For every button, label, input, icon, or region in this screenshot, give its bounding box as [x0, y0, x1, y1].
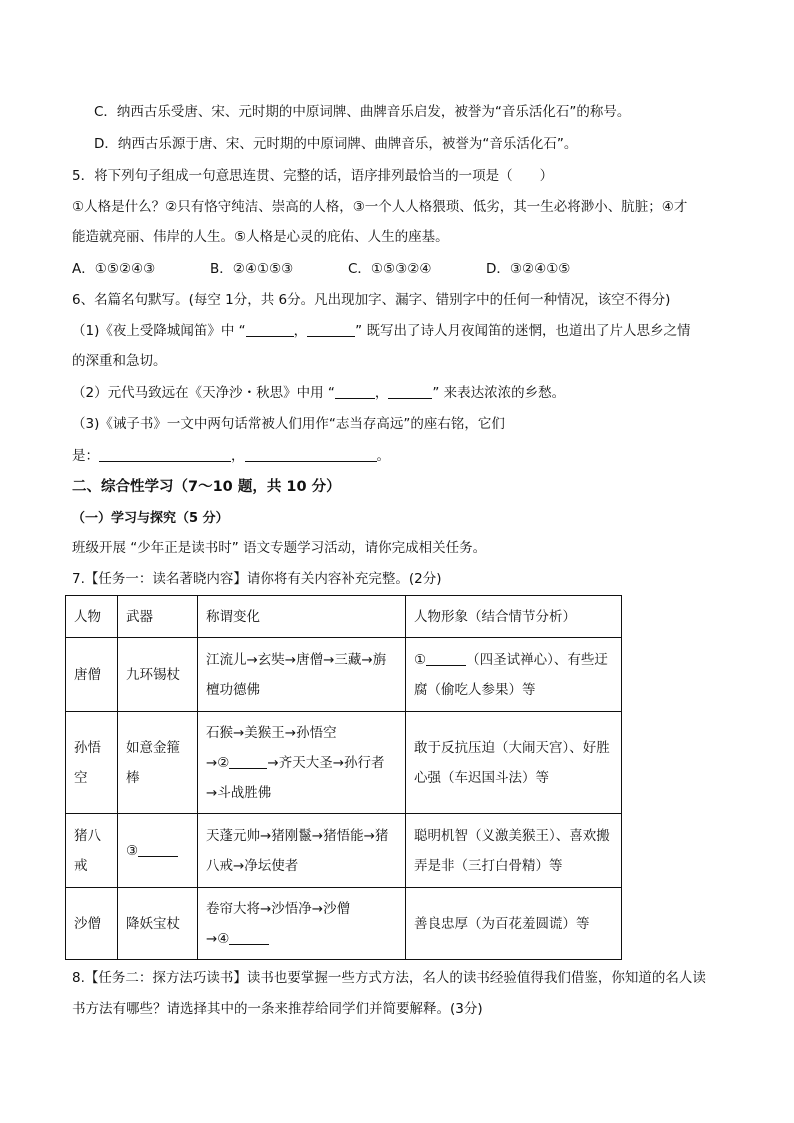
title-line: 八戒→净坛使者 — [206, 857, 299, 874]
q6-3-suffix: 。 — [376, 448, 390, 464]
name-line: 猪八 — [74, 827, 101, 844]
name-line: 空 — [74, 769, 88, 786]
activity-intro: 班级开展 “少年正是读书时” 语文专题学习活动，请你完成相关任务。 — [72, 540, 487, 556]
weapon-line: 棒 — [126, 769, 140, 786]
answer-blank[interactable] — [229, 930, 269, 945]
question-8-cont: 书方法有哪些？请选择其中的一条来推荐给同学们并简要解释。(3分) — [72, 1001, 483, 1017]
title-prefix: →④ — [206, 930, 230, 947]
question-5: 5．将下列句子组成一句意思连贯、完整的话，语序排列最恰当的一项是（ ） — [72, 168, 554, 184]
table-header-row — [66, 596, 622, 638]
title-line — [206, 748, 397, 778]
answer-blank[interactable] — [246, 322, 294, 337]
table-row — [66, 814, 622, 888]
table-row — [66, 888, 622, 960]
answer-blank[interactable] — [229, 754, 267, 769]
title-line: 天蓬元帅→猪刚鬣→猪悟能→猪 — [206, 827, 389, 844]
q5-option-b: B．②④①⑤③ — [210, 261, 294, 277]
answer-blank[interactable] — [138, 842, 178, 857]
q6-3-prefix: 是： — [72, 448, 99, 464]
q6-2-prefix: （2）元代马致远在《天净沙・秋思》中用 “ — [72, 385, 335, 401]
option-c: C．纳西古乐受唐、宋、元时期的中原词牌、曲牌音乐启发，被誉为“音乐活化石”的称号。 — [94, 104, 631, 120]
weapon: 九环锡杖 — [118, 638, 198, 712]
image-line: 弄是非（三打白骨精）等 — [414, 857, 563, 874]
option-d: D．纳西古乐源于唐、宋、元时期的中原词牌、曲牌音乐，被誉为“音乐活化石”。 — [94, 136, 578, 152]
q6-2-suffix: ” 来表达浓浓的乡愁。 — [432, 385, 566, 401]
character-image — [406, 638, 622, 712]
question-6: 6、名篇名句默写。(每空 1分，共 6分。凡出现加字、漏字、错别字中的任何一种情况，该空不得分) — [72, 292, 671, 308]
name-line: 孙悟 — [74, 739, 101, 756]
header-character-image: 人物形象（结合情节分析） — [406, 596, 622, 638]
header-character: 人物 — [66, 596, 118, 638]
title-line: 石猴→美猴王→孙悟空 — [206, 724, 337, 741]
character-name: 沙僧 — [66, 888, 118, 960]
xiyouji-character-table — [65, 595, 622, 960]
answer-blank[interactable] — [245, 447, 377, 462]
weapon-line: 如意金箍 — [126, 739, 180, 756]
q6-1-suffix: ” 既写出了诗人月夜闻笛的迷惘，也道出了片人思乡之情 — [355, 323, 691, 339]
question-7: 7.【任务一：读名著晓内容】请你将有关内容补充完整。(2分) — [72, 571, 442, 587]
image-line: 心强（车迟国斗法）等 — [414, 769, 549, 786]
character-name: 唐僧 — [66, 638, 118, 712]
question-6-1-cont: 的深重和急切。 — [72, 353, 167, 369]
title-change — [198, 712, 406, 814]
image-line: 敢于反抗压迫（大闹天宫）、好胜 — [414, 739, 610, 756]
blank-marker: ③ — [126, 842, 139, 859]
question-6-3: （3)《诫子书》一文中两句话常被人们用作“志当存高远”的座右铭，它们 — [72, 416, 505, 432]
answer-blank[interactable] — [335, 384, 375, 399]
table-row — [66, 638, 622, 712]
name-line: 戒 — [74, 857, 88, 874]
blank-marker: ① — [414, 651, 427, 668]
question-6-3-cont — [72, 446, 732, 466]
q6-1-sep: ， — [293, 323, 308, 339]
q5-option-a: A．①⑤②④③ — [72, 261, 156, 277]
section-2-heading: 二、综合性学习（7～10 题，共 10 分） — [72, 479, 341, 495]
question-8: 8.【任务二：探方法巧读书】读书也要掌握一些方式方法，名人的读书经验值得我们借鉴，你知道的名人读 — [72, 970, 706, 986]
title-line: 江流儿→玄奘→唐僧→三藏→旃 — [206, 651, 387, 668]
question-5-text-cont: 能造就亮丽、伟岸的人生。⑤人格是心灵的庇佑、人生的座基。 — [72, 229, 449, 245]
answer-blank[interactable] — [388, 384, 432, 399]
image-line: 腐（偷吃人参果）等 — [414, 681, 536, 698]
character-name — [66, 814, 118, 888]
image-line: 聪明机智（义激美猴王）、喜欢搬 — [414, 827, 610, 844]
character-image — [406, 814, 622, 888]
title-suffix: →齐天大圣→孙行者 — [267, 754, 385, 771]
answer-blank[interactable] — [99, 447, 231, 462]
answer-blank[interactable] — [307, 322, 355, 337]
character-name — [66, 712, 118, 814]
weapon — [118, 814, 198, 888]
title-change — [198, 814, 406, 888]
title-prefix: →② — [206, 754, 230, 771]
answer-blank[interactable] — [426, 651, 466, 666]
subsection-heading: （一）学习与探究（5 分） — [72, 511, 229, 526]
header-title-change: 称谓变化 — [198, 596, 406, 638]
table-row — [66, 712, 622, 814]
q5-option-c: C．①⑤③②④ — [348, 261, 432, 277]
question-6-2 — [72, 383, 732, 403]
title-line — [206, 924, 397, 954]
question-6-1 — [72, 321, 732, 341]
title-line: 檀功德佛 — [206, 681, 260, 698]
q6-1-prefix: （1)《夜上受降城闻笛》中 “ — [72, 323, 246, 339]
q6-2-sep: ， — [374, 385, 389, 401]
weapon: 降妖宝杖 — [118, 888, 198, 960]
title-change — [198, 638, 406, 712]
weapon — [118, 712, 198, 814]
title-line: 卷帘大将→沙悟净→沙僧 — [206, 900, 351, 917]
question-5-text: ①人格是什么？②只有恪守纯洁、崇高的人格，③一个人人格猥琐、低劣，其一生必将渺小、肮脏；④才 — [72, 199, 688, 215]
title-line: →斗战胜佛 — [206, 784, 272, 801]
q6-3-sep: ， — [231, 448, 245, 464]
character-image — [406, 712, 622, 814]
character-image: 善良忠厚（为百花羞圆谎）等 — [406, 888, 622, 960]
image-line — [414, 645, 613, 675]
header-weapon: 武器 — [118, 596, 198, 638]
image-text: （四圣试禅心）、有些迂 — [466, 651, 608, 668]
title-change — [198, 888, 406, 960]
q5-option-d: D．③②④①⑤ — [486, 261, 571, 277]
